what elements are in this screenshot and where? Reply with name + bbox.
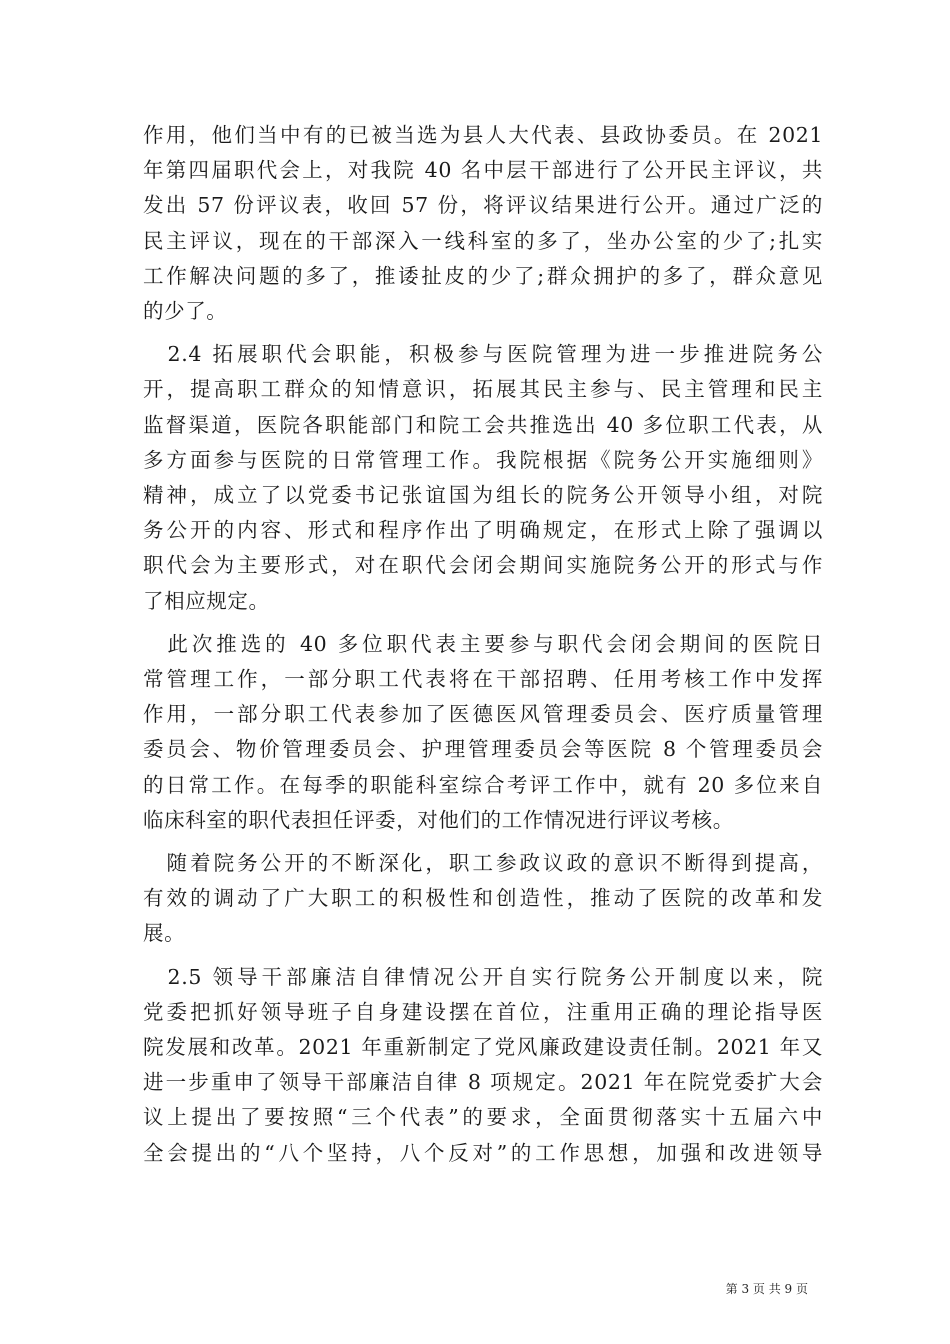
document-body [143,118,823,1171]
text-line: 2.4 拓展职代会职能，积极参与医院管理为进一步推进院务公 [143,342,823,367]
text-line: 开，提高职工群众的知情意识，拓展其民主参与、民主管理和民主 [143,377,823,402]
text-line: 发出 57 份评议表，收回 57 份，将评议结果进行公开。通过广泛的 [143,193,823,218]
text-line: 的日常工作。在每季的职能科室综合考评工作中，就有 20 多位来自 [143,772,823,797]
text-line: 常管理工作，一部分职工代表将在干部招聘、任用考核工作中发挥 [143,667,823,692]
text-line: 了相应规定。 [143,588,270,613]
text-line: 随着院务公开的不断深化，职工参政议政的意识不断得到提高， [143,851,823,876]
text-line: 有效的调动了广大职工的积极性和创造性，推动了医院的改革和发 [143,886,823,911]
paragraph-5 [143,960,823,1171]
text-line: 作用，一部分职工代表参加了医德医风管理委员会、医疗质量管理 [143,702,823,727]
paragraph-4 [143,846,823,952]
page-number-footer: 第 3 页 共 9 页 [725,1282,808,1296]
text-line: 委员会、物价管理委员会、护理管理委员会等医院 8 个管理委员会 [143,737,823,762]
text-line: 作用，他们当中有的已被当选为县人大代表、县政协委员。在 2021 [143,123,823,147]
paragraph-1 [143,118,823,329]
text-line: 进一步重申了领导干部廉洁自律 8 项规定。2021 年在院党委扩大会 [143,1070,823,1095]
text-line: 的少了。 [143,299,228,324]
text-line: 年第四届职代会上，对我院 40 名中层干部进行了公开民主评议，共 [143,158,823,183]
text-line: 职代会为主要形式，对在职代会闭会期间实施院务公开的形式与作 [143,553,823,578]
text-line: 务公开的内容、形式和程序作出了明确规定，在形式上除了强调以 [143,518,823,543]
text-line: 党委把抓好领导班子自身建设摆在首位，注重用正确的理论指导医 [143,999,823,1024]
text-line: 多方面参与医院的日常管理工作。我院根据《院务公开实施细则》 [143,447,823,472]
text-line: 展。 [143,921,186,946]
text-line: 全会提出的“八个坚持，八个反对”的工作思想，加强和改进领导 [143,1140,823,1165]
text-line: 民主评议，现在的干部深入一线科室的多了，坐办公室的少了;扎实 [143,228,823,253]
text-line: 议上提出了要按照“三个代表”的要求，全面贯彻落实十五届六中 [143,1105,823,1130]
text-line: 院发展和改革。2021 年重新制定了党风廉政建设责任制。2021 年又 [143,1035,823,1060]
paragraph-3 [143,627,823,838]
text-line: 2.5 领导干部廉洁自律情况公开自实行院务公开制度以来，院 [143,964,823,989]
paragraph-2 [143,337,823,619]
text-line: 监督渠道，医院各职能部门和院工会共推选出 40 多位职工代表，从 [143,412,823,437]
text-line: 工作解决问题的多了，推诿扯皮的少了;群众拥护的多了，群众意见 [143,263,823,288]
text-line: 临床科室的职代表担任评委，对他们的工作情况进行评议考核。 [143,807,734,832]
text-line: 此次推选的 40 多位职代表主要参与职代会闭会期间的医院日 [143,631,823,656]
text-line: 精神，成立了以党委书记张谊国为组长的院务公开领导小组，对院 [143,483,823,508]
